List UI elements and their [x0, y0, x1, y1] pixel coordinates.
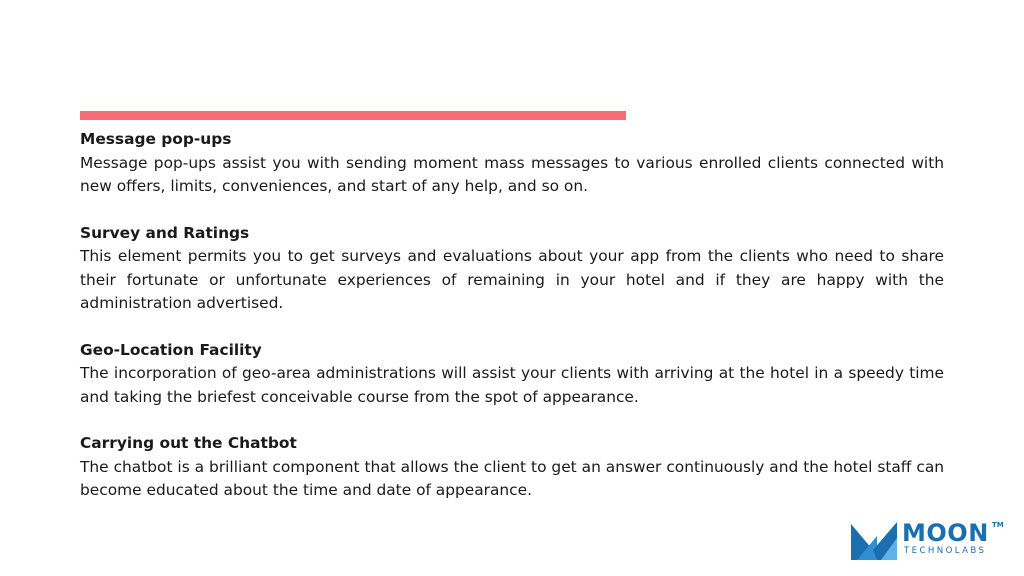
section-body: The incorporation of geo-area administrations will assist your clients with arriving at the hotel in a speedy time and taking the briefest conceivable course from the spot of appearance. [80, 364, 944, 406]
section-title: Message pop-ups [80, 130, 232, 148]
content-area [80, 128, 944, 526]
section-message-popups [80, 128, 944, 199]
section-title: Geo-Location Facility [80, 340, 262, 359]
section-title: Carrying out the Chatbot [80, 434, 297, 452]
section-body: The chatbot is a brilliant component that allows the client to get an answer continuously and the hotel staff can become educated about the time and date of appearance. [80, 457, 944, 499]
section-body: Message pop-ups assist you with sending moment mass messages to various enrolled clients connected with new offers, limits, conveniences, and start of any help, and so on. [80, 153, 944, 195]
logo-subtitle: TECHNOLABS [904, 546, 987, 556]
section-survey-ratings [80, 222, 944, 316]
moon-technolabs-logo-mark-icon [851, 522, 899, 560]
logo-trademark: TM [992, 521, 1004, 529]
logo-wordmark: MOON [902, 519, 989, 547]
accent-bar [80, 111, 626, 120]
section-body: This element permits you to get surveys and evaluations about your app from the clients who need to share their fortunate or unfortunate experiences of remaining in your hotel and if they are happy with the administration advertised. [80, 247, 944, 312]
section-geo-location [80, 339, 944, 410]
section-title: Survey and Ratings [80, 223, 250, 242]
moon-technolabs-logo [851, 520, 1011, 562]
section-chatbot [80, 432, 944, 503]
